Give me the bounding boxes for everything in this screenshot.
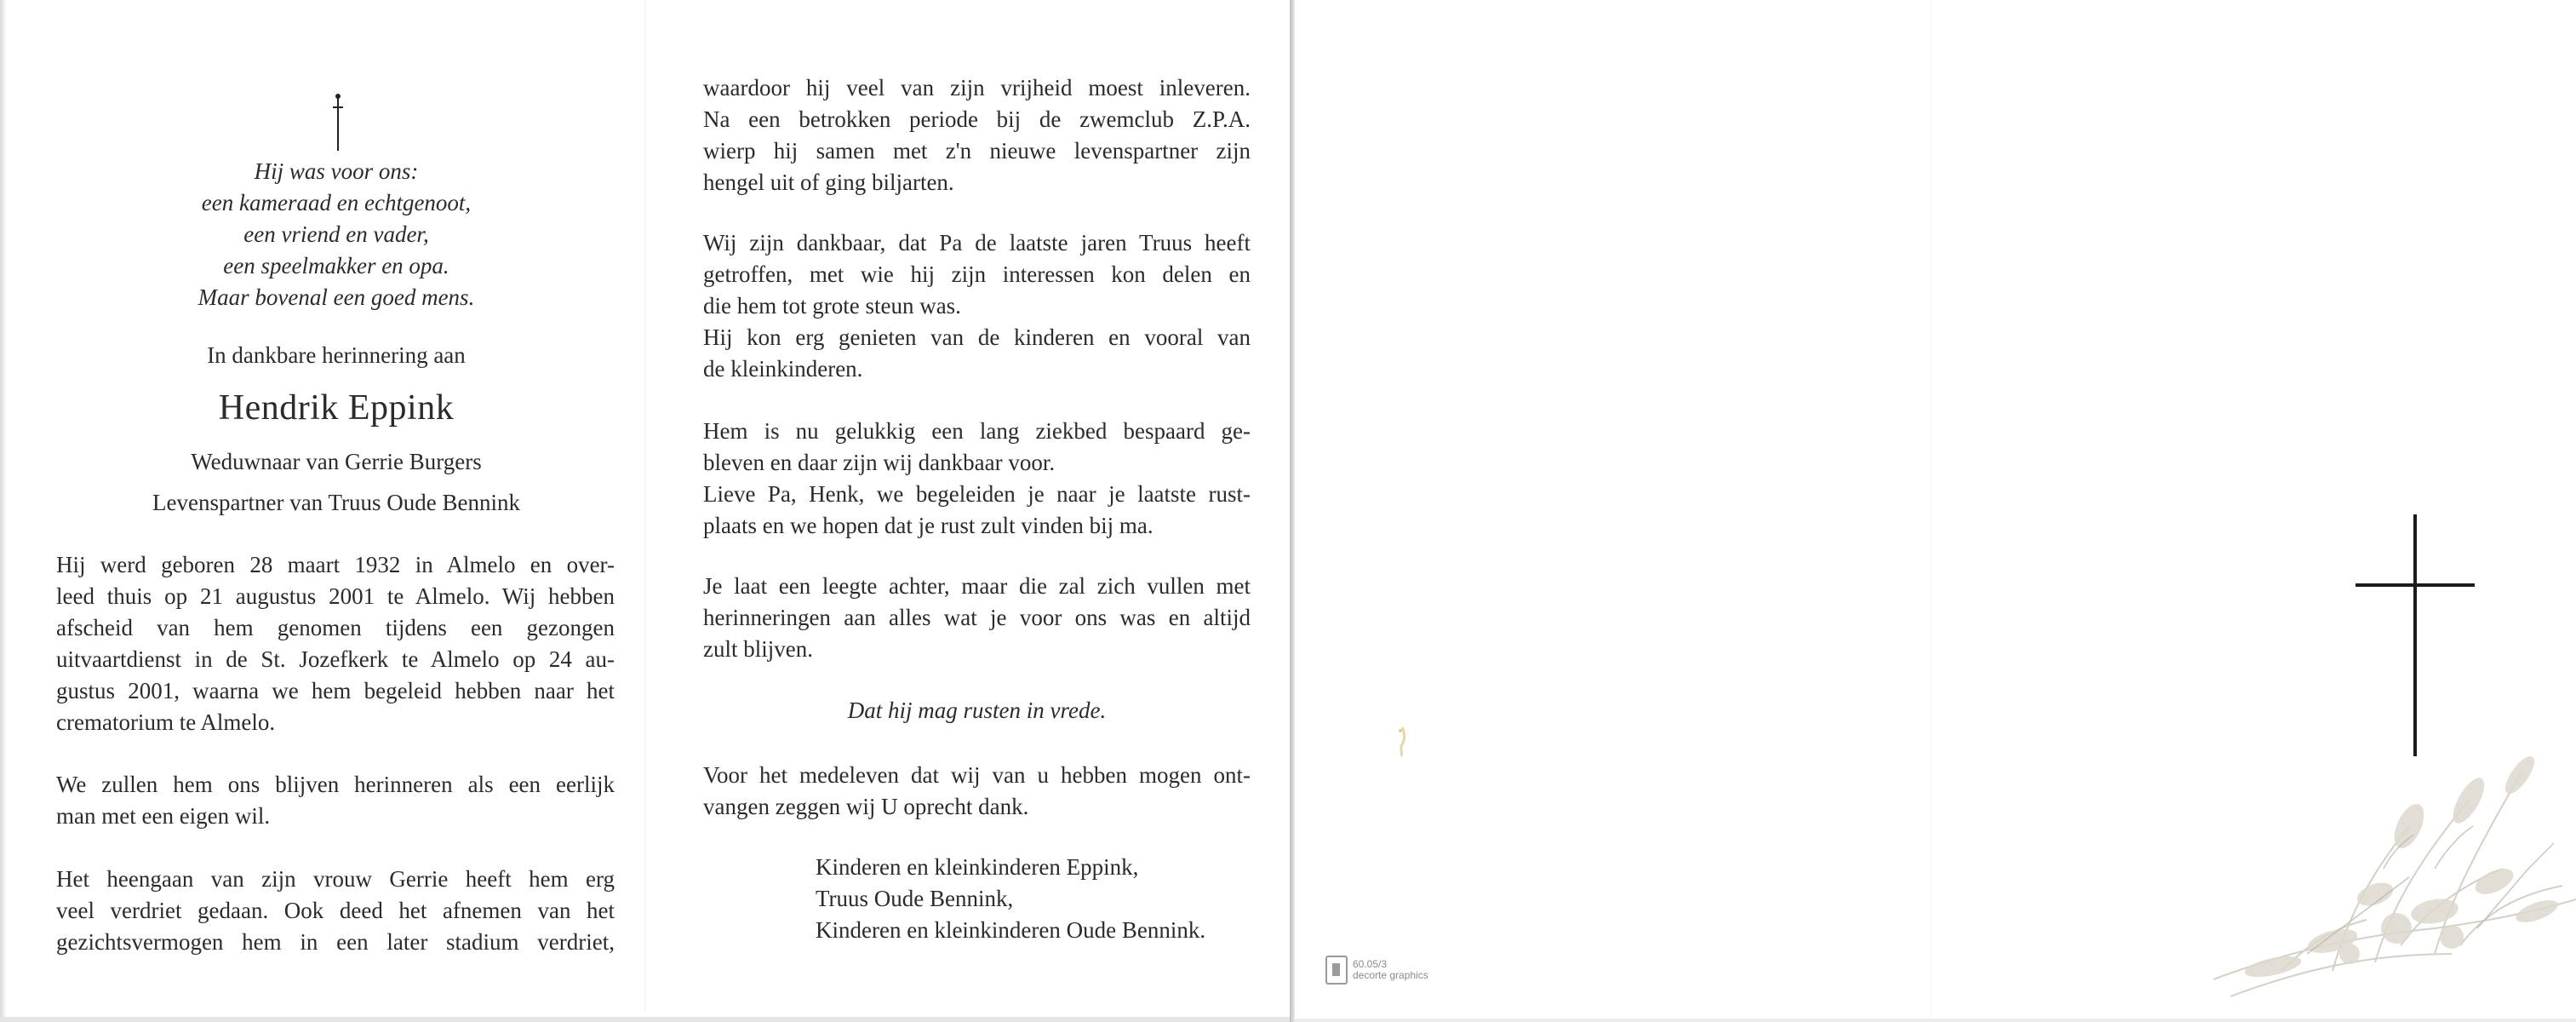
text-line: crematorium te Almelo.	[56, 709, 276, 735]
text-line: plaats en we hopen dat je rust zult vinden bij ma.	[703, 513, 1153, 538]
text-line: Hem is nu gelukkig een lang ziekbed bespaard ge-	[703, 418, 1251, 444]
poem-line: een vriend en vader,	[243, 221, 429, 247]
logo-code: 60.05/3	[1353, 958, 1388, 970]
text-line: de kleinkinderen.	[703, 356, 863, 382]
paper-speck	[1394, 724, 1410, 758]
text-line: hengel uit of ging biljarten.	[703, 169, 954, 195]
text-line: herinneringen aan alles wat je voor ons was en altijd	[703, 605, 1251, 630]
biography-paragraph	[56, 549, 615, 738]
text-line: afscheid van hem genomen tijdens een gezongen	[56, 615, 615, 640]
thanks-paragraph	[703, 760, 1251, 823]
farewell-paragraph	[703, 416, 1251, 542]
text-line: Hij kon erg genieten van de kinderen en vooral van	[703, 324, 1251, 350]
text-line: vangen zeggen wij U oprecht dank.	[703, 794, 1029, 819]
text-line: gezichtsvermogen hem in een later stadium verdriet,	[56, 929, 615, 955]
text-line: Voor het medeleven dat wij van u hebben mogen ont-	[703, 762, 1251, 788]
text-line: Het heengaan van zijn vrouw Gerrie heeft hem erg	[56, 866, 615, 892]
widower-text: Weduwnaar van Gerrie Burgers	[191, 449, 482, 474]
signoff-line: Kinderen en kleinkinderen Eppink,	[816, 854, 1139, 880]
emptiness-paragraph	[703, 571, 1251, 665]
remembrance-paragraph	[56, 769, 615, 832]
text-line: die hem tot grote steun was.	[703, 293, 961, 319]
poem-line: Hij was voor ons:	[254, 158, 419, 184]
logo-brand: decorte graphics	[1353, 969, 1428, 981]
poem-line: een speelmakker en opa.	[223, 253, 449, 278]
partner-text: Levenspartner van Truus Oude Bennink	[152, 490, 520, 515]
signoff	[816, 852, 1205, 946]
text-line: gustus 2001, waarna we hem begeleid hebben naar het	[56, 678, 615, 703]
publisher-logo	[1325, 956, 1428, 985]
hobbies-paragraph	[703, 72, 1251, 198]
signoff-line: Truus Oude Bennink,	[816, 886, 1014, 911]
decorte-graphics-logo-icon	[1325, 956, 1348, 985]
poem	[102, 156, 570, 313]
gratitude-paragraph	[703, 227, 1251, 385]
text-line: Lieve Pa, Henk, we begeleiden je naar je laatste rust-	[703, 481, 1251, 507]
text-line: wierp hij samen met z'n nieuwe levenspartner zijn	[703, 138, 1251, 164]
poem-line: Maar bovenal een goed mens.	[197, 284, 475, 310]
text-line: We zullen hem ons blijven herinneren als een eerlijk	[56, 772, 615, 797]
grief-paragraph	[56, 864, 615, 958]
center-fold	[644, 0, 646, 1012]
in-memory-text: In dankbare herinnering aan	[207, 342, 466, 368]
cover-fold	[1931, 0, 1932, 1019]
text-line: Je laat een leegte achter, maar die zal zich vullen met	[703, 573, 1251, 599]
text-line: uitvaartdienst in de St. Jozefkerk te Almelo op 24 au-	[56, 646, 615, 672]
text-line: zult blijven.	[703, 636, 813, 662]
text-line: getroffen, met wie hij zijn interessen kon delen en	[703, 261, 1251, 287]
text-line: man met een eigen wil.	[56, 803, 271, 829]
cross-icon	[333, 96, 343, 151]
card-edge-shadow	[0, 0, 7, 1017]
text-line: bleven en daar zijn wij dankbaar voor.	[703, 450, 1056, 475]
deceased-name: Hendrik Eppink	[218, 388, 455, 428]
cross-icon	[2356, 514, 2475, 756]
text-line: Hij werd geboren 28 maart 1932 in Almelo en over-	[56, 552, 615, 577]
text-line: waardoor hij veel van zijn vrijheid moest inleveren.	[703, 75, 1251, 100]
closing-quote: Dat hij mag rusten in vrede.	[847, 698, 1107, 723]
text-line: Na een betrokken periode bij de zwemclub Z.P.A.	[703, 106, 1251, 132]
text-line: leed thuis op 21 augustus 2001 te Almelo. Wij hebben	[56, 583, 615, 609]
poem-line: een kameraad en echtgenoot,	[201, 190, 472, 215]
text-line: veel verdriet gedaan. Ook deed het afnemen van het	[56, 898, 615, 923]
text-line: Wij zijn dankbaar, dat Pa de laatste jaren Truus heeft	[703, 230, 1251, 256]
signoff-line: Kinderen en kleinkinderen Oude Bennink.	[816, 917, 1206, 943]
